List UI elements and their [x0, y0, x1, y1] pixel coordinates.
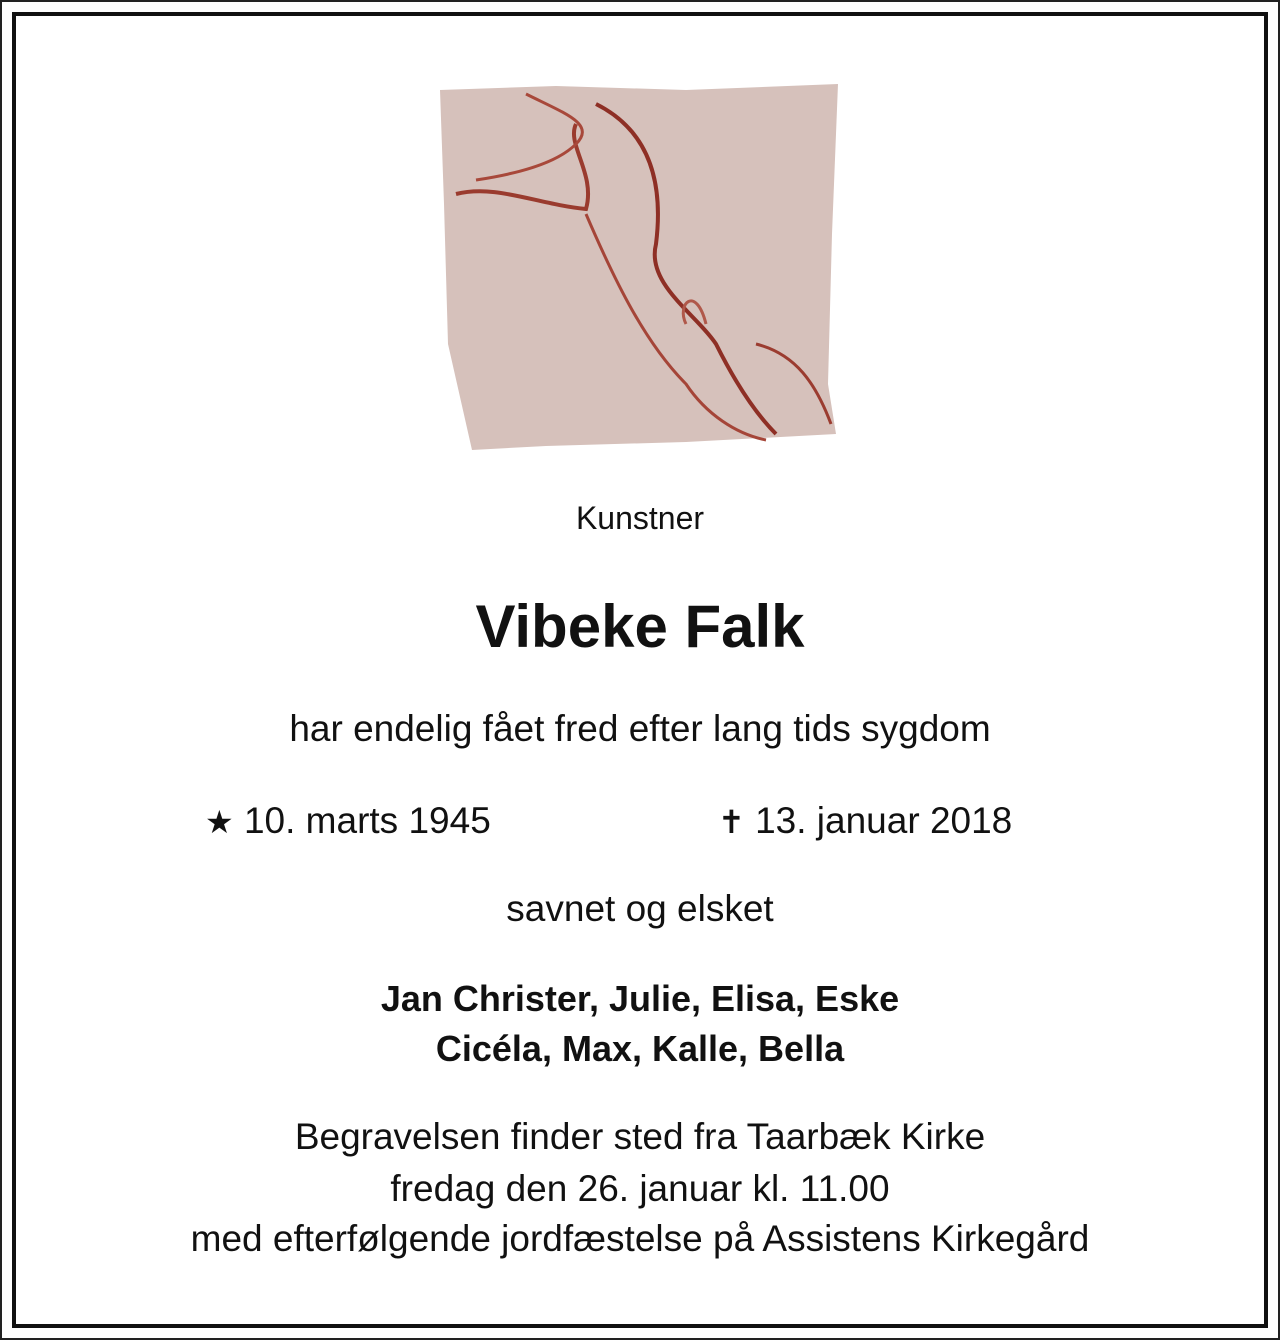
death-date: 13. januar 2018	[755, 800, 1013, 841]
mourners-line: Jan Christer, Julie, Elisa, Eske	[380, 978, 900, 1019]
star-icon: ★	[205, 804, 234, 840]
funeral-line: med efterfølgende jordfæstelse på Assistens Kirkegård	[190, 1218, 1090, 1259]
funeral-line: Begravelsen finder sted fra Taarbæk Kirke	[294, 1116, 986, 1157]
mourners-line: Cicéla, Max, Kalle, Bella	[435, 1028, 845, 1069]
subtitle: har endelig fået fred efter lang tids sygdom	[289, 708, 991, 749]
funeral-line: fredag den 26. januar kl. 11.00	[390, 1168, 890, 1209]
sentiment: savnet og elsket	[506, 888, 774, 929]
birth-date: 10. marts 1945	[243, 800, 491, 841]
death-date-row	[718, 800, 1012, 842]
cross-icon: ✝	[718, 804, 745, 840]
artwork-image	[436, 84, 846, 456]
occupation: Kunstner	[575, 500, 705, 536]
deceased-name: Vibeke Falk	[475, 593, 805, 660]
birth-date-row	[205, 800, 491, 842]
